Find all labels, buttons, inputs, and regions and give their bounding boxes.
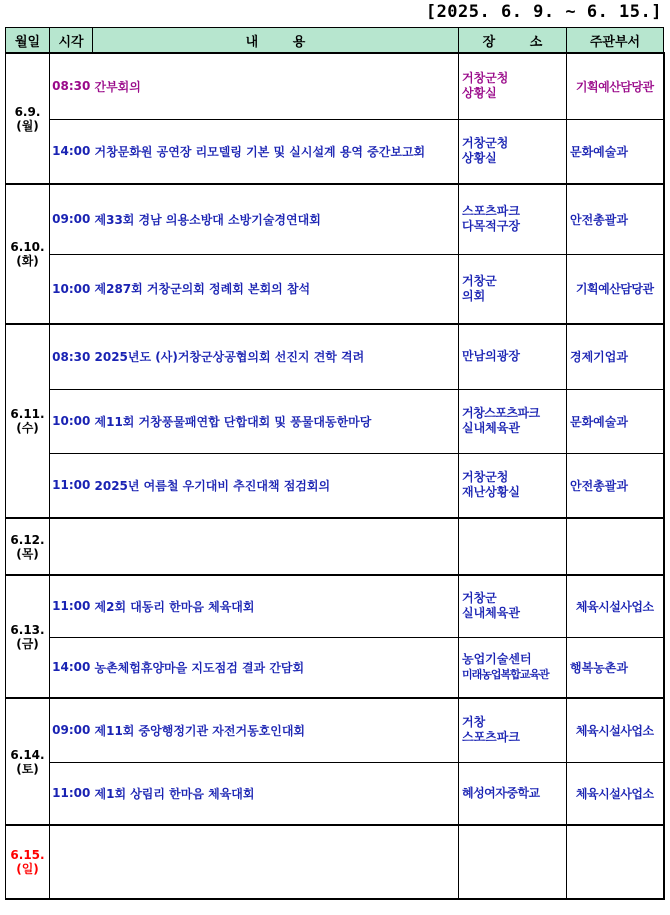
place-line-2: 재난상황실 [462,485,520,500]
event-content: 2025년도 (사)거창군상공협의회 선진지 견학 격려 [93,324,459,389]
place-line-1: 거창군청 [462,136,509,151]
day-weekday: (일) [16,862,39,876]
dept-label: 행복농촌과 [570,660,628,675]
event-place [459,254,567,324]
place-line-2: 미래농업복합교육관 [462,668,549,682]
schedule-body [6,53,664,899]
event-dept [567,184,664,254]
place-line-1: 거창스포츠파크 [462,406,540,420]
place-line-2: 의회 [462,288,486,303]
event-dept [567,637,664,698]
event-time: 08:30 [50,324,93,389]
place-line-1: 거창군청 [462,470,509,485]
place-line-1: 혜성여자중학교 [462,785,540,800]
header-row [6,28,664,54]
day-weekday: (수) [16,421,39,435]
event-row [6,184,664,254]
event-content: 간부회의 [93,53,459,119]
day-weekday: (금) [16,636,39,651]
event-place [459,119,567,184]
day-date: 6.12. [10,532,45,547]
event-place [459,575,567,637]
dept-label: 문화예술과 [570,414,628,429]
event-time [50,825,93,899]
event-row [6,698,664,762]
event-content: 2025년 여름철 우기대비 추진대책 점검회의 [93,453,459,518]
event-place [459,518,567,575]
event-content [93,825,459,899]
day-cell [6,698,50,825]
event-dept [567,53,664,119]
place-line-1: 스포츠파크 [462,204,520,219]
event-time: 14:00 [50,637,93,698]
event-dept [567,762,664,825]
day-weekday: (화) [16,254,39,268]
dept-label: 문화예술과 [570,144,628,159]
event-place [459,389,567,453]
event-row [6,637,664,698]
day-weekday: (토) [16,761,39,776]
place-line-2: 상황실 [462,86,497,101]
place-line-1: 거창 [462,715,486,730]
event-row [6,324,664,389]
day-cell [6,518,50,575]
event-dept [567,698,664,762]
event-time [50,518,93,575]
dept-label: 체육시설사업소 [575,723,654,738]
day-weekday: (월) [16,118,39,133]
event-row [6,453,664,518]
event-row [6,575,664,637]
place-line-1: 농업기술센터 [462,652,532,667]
event-place [459,762,567,825]
empty-day-row [6,825,664,899]
dept-label: 체육시설사업소 [575,786,654,801]
event-time: 10:00 [50,254,93,324]
day-date: 6.15. [10,848,45,862]
place-line-1: 만남의광장 [462,349,520,364]
dept-label: 기획예산담당관 [575,282,654,297]
day-date: 6.14. [10,747,45,762]
place-line-2: 다목적구장 [462,219,520,234]
event-time: 09:00 [50,184,93,254]
place-line-1: 거창군청 [462,71,509,86]
dept-label: 안전총괄과 [570,212,628,227]
event-time: 09:00 [50,698,93,762]
day-weekday: (목) [16,546,39,561]
header-dept: 주관부서 [567,28,664,54]
day-cell [6,575,50,698]
event-place [459,324,567,389]
event-content: 제1회 상림리 한마음 체육대회 [93,762,459,825]
schedule-table [5,27,665,900]
event-time: 08:30 [50,53,93,119]
day-cell [6,184,50,324]
event-dept [567,389,664,453]
event-content [93,518,459,575]
event-dept [567,324,664,389]
day-cell [6,324,50,518]
event-dept [567,453,664,518]
event-row [6,53,664,119]
event-row [6,762,664,825]
event-time: 14:00 [50,119,93,184]
day-date: 6.13. [10,622,45,637]
event-content: 거창문화원 공연장 리모델링 기본 및 실시설계 용역 중간보고회 [93,119,459,184]
event-time: 11:00 [50,762,93,825]
place-line-1: 거창군 [462,273,497,288]
event-dept [567,254,664,324]
place-line-2: 상황실 [462,151,497,166]
period-label: [2025. 6. 9. ~ 6. 15.] [425,2,662,22]
dept-label: 안전총괄과 [570,478,628,493]
event-content: 제287회 거창군의회 정례회 본회의 참석 [93,254,459,324]
event-content: 농촌체험휴양마을 지도점검 결과 간담회 [93,637,459,698]
event-place [459,825,567,899]
header-place: 장 소 [459,28,567,54]
event-content: 제33회 경남 의용소방대 소방기술경연대회 [93,184,459,254]
dept-label: 체육시설사업소 [575,599,654,614]
event-place [459,184,567,254]
event-row [6,389,664,453]
day-cell [6,53,50,184]
event-time: 11:00 [50,575,93,637]
place-line-2: 실내체육관 [462,421,520,435]
header-content: 내 용 [93,28,459,54]
day-cell [6,825,50,899]
header-day: 월일 [6,28,50,54]
header-time: 시각 [50,28,93,54]
event-dept [567,825,664,899]
day-date: 6.11. [10,407,45,421]
day-date: 6.10. [10,240,45,254]
event-dept [567,119,664,184]
event-place [459,698,567,762]
place-line-2: 실내체육관 [462,606,520,621]
event-place [459,53,567,119]
empty-day-row [6,518,664,575]
place-line-1: 거창군 [462,591,497,606]
event-content: 제2회 대동리 한마음 체육대회 [93,575,459,637]
event-time: 10:00 [50,389,93,453]
day-date: 6.9. [14,104,41,119]
event-place [459,453,567,518]
event-time: 11:00 [50,453,93,518]
event-content: 제11회 거창풍물패연합 단합대회 및 풍물대동한마당 [93,389,459,453]
place-line-2: 스포츠파크 [462,730,520,745]
dept-label: 기획예산담당관 [575,79,654,94]
dept-label: 경제기업과 [570,350,628,365]
event-row [6,254,664,324]
event-dept [567,575,664,637]
event-dept [567,518,664,575]
event-content: 제11회 중앙행정기관 자전거동호인대회 [93,698,459,762]
event-place [459,637,567,698]
event-row [6,119,664,184]
